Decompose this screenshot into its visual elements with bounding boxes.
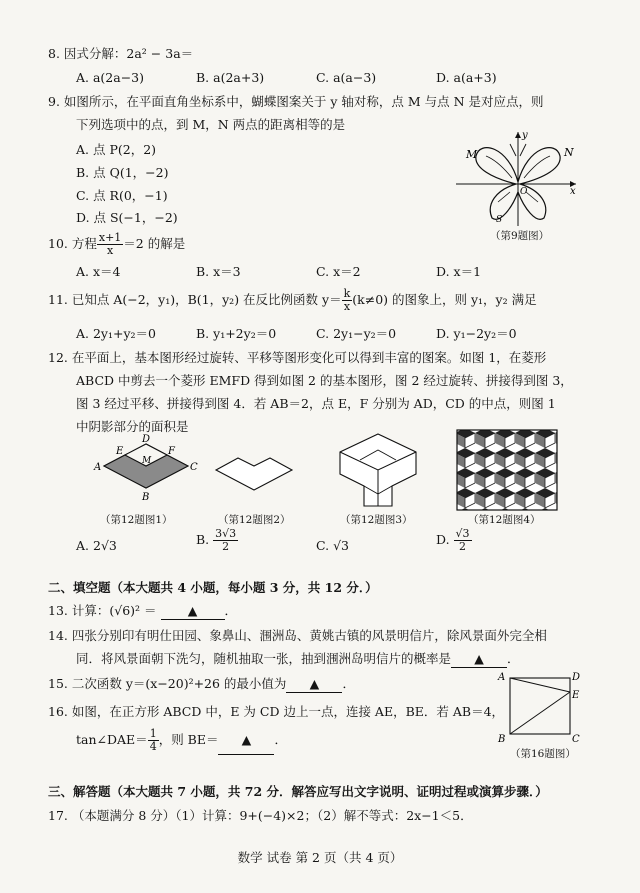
q11-pre: 11. 已知点 A(−2，y₁)，B(1，y₂) 在反比例函数 y＝: [48, 292, 342, 307]
q11-den: x: [343, 300, 351, 313]
q9-option-c: C. 点 R(0，−1): [76, 188, 168, 203]
fig1-label-d: D: [142, 434, 151, 445]
q12-caption4: （第12题图4）: [468, 514, 541, 526]
section3-heading: 三、解答题（本大题共 7 小题，共 72 分．解答应写出文字说明、证明过程或演算步骤．）: [48, 784, 548, 799]
q16-post: ，则 BE＝: [158, 732, 219, 747]
q12-line1: 12. 在平面上，基本图形经过旋转、平移等图形变化可以得到丰富的图案。如图 1，在菱形: [48, 350, 547, 365]
label-n: N: [564, 146, 574, 159]
q12-option-a-letter: A.: [76, 538, 90, 553]
q10-pre: 10. 方程: [48, 236, 97, 251]
q14-blank: ▲: [451, 651, 507, 668]
q9-caption: （第9题图）: [490, 230, 550, 242]
q8-option-c: C. a(a−3): [316, 70, 377, 85]
q12-option-d-fraction: [454, 528, 472, 553]
q12-option-b-den: 2: [222, 540, 230, 553]
q14-line2: [76, 651, 520, 668]
q16-pre: tan∠DAE＝: [76, 732, 148, 747]
fig1-label-a: A: [94, 462, 102, 473]
q14-line1: 14. 四张分别印有明仕田园、象鼻山、涠洲岛、黄姚古镇的风景明信片，除风景面外完全相: [48, 628, 547, 643]
fig1-label-b: B: [142, 492, 150, 503]
q12-option-d-letter: D.: [436, 532, 450, 547]
q12-option-c-value: √3: [333, 538, 349, 553]
q10-stem: [48, 230, 185, 258]
q16-blank: ▲: [218, 726, 274, 755]
q12-option-a: [76, 538, 117, 553]
q12-option-b-letter: B.: [196, 532, 210, 547]
label-y: y: [522, 130, 528, 141]
q10-post: ＝2 的解是: [123, 236, 186, 251]
q13-blank: ▲: [161, 603, 225, 620]
q9-option-d: D. 点 S(−1，−2): [76, 210, 178, 225]
q15: [48, 676, 355, 693]
q15-text: 15. 二次函数 y＝(x−20)²+26 的最小值为: [48, 676, 287, 691]
q13-text: 13. 计算：(√6)² ＝: [48, 603, 157, 618]
q10-option-a: A. x＝4: [76, 264, 121, 279]
q12-option-a-value: 2√3: [93, 538, 117, 553]
q12-option-b: [196, 528, 238, 553]
butterfly-figure: [452, 126, 582, 228]
q12-option-b-num: 3√3: [215, 527, 237, 540]
q8-option-b: B. a(2a+3): [196, 70, 265, 85]
q16-end: ．: [274, 732, 287, 747]
q16-num: 1: [149, 727, 157, 740]
q11-option-b: B. y₁+2y₂＝0: [196, 326, 277, 341]
q12-option-c-letter: C.: [316, 538, 330, 553]
label-o: O: [520, 187, 528, 197]
q11-option-a: A. 2y₁+y₂＝0: [76, 326, 156, 341]
q10-fraction: [97, 232, 123, 257]
q12-figure4: [455, 428, 559, 512]
q9-line1: 9. 如图所示，在平面直角坐标系中，蝴蝶图案关于 y 轴对称，点 M 与点 N 是对应点，则: [48, 94, 544, 109]
q11-num: k: [343, 287, 351, 300]
q14-line2-text: 同．将风景面朝下洗匀，随机抽取一张，抽到涠洲岛明信片的概率是: [76, 651, 452, 666]
q10-option-c: C. x＝2: [316, 264, 361, 279]
page-footer: 数学 试卷 第 2 页（共 4 页）: [237, 850, 403, 865]
section2-heading: 二、填空题（本大题共 4 小题，每小题 3 分，共 12 分．）: [48, 580, 378, 595]
fig1-label-e: E: [116, 446, 124, 457]
q15-end: ．: [342, 676, 355, 691]
q10-option-b: B. x＝3: [196, 264, 241, 279]
q12-option-d: [436, 528, 472, 553]
q12-line3: 图 3 经过平移、拼接得到图 4．若 AB＝2，点 E，F 分别为 AD，CD 的中点，则图 1: [76, 396, 556, 411]
q11-option-c: C. 2y₁−y₂＝0: [316, 326, 397, 341]
q13-end: ．: [224, 603, 238, 618]
q12-caption1: （第12题图1）: [100, 514, 173, 526]
fig1-label-f: F: [168, 446, 175, 457]
fig16-label-c: C: [572, 734, 580, 745]
q14-end: ．: [507, 651, 520, 666]
q12-line2: ABCD 中剪去一个菱形 EMFD 得到如图 2 的基本图形，图 2 经过旋转、拼接得到图 3，: [76, 373, 573, 388]
q12-option-b-fraction: [213, 528, 238, 553]
q9-option-a: A. 点 P(2，2): [76, 142, 157, 157]
label-s: S: [496, 215, 503, 225]
fig16-label-a: A: [498, 672, 506, 683]
q12-figure2: [208, 442, 300, 498]
q11-stem: [48, 286, 537, 314]
q9-line2: 下列选项中的点，到 M，N 两点的距离相等的是: [76, 117, 346, 132]
q11-post: (k≠0) 的图象上，则 y₁，y₂ 满足: [352, 292, 537, 307]
fig1-label-c: C: [190, 462, 198, 473]
q10-option-d: D. x＝1: [436, 264, 482, 279]
q16-fraction: [148, 728, 159, 753]
label-x: x: [570, 186, 576, 197]
q11-fraction: [342, 288, 353, 313]
q12-caption3: （第12题图3）: [340, 514, 413, 526]
q12-option-c: [316, 538, 349, 553]
q17: 17. （本题满分 8 分）（1）计算：9+(−4)×2；（2）解不等式：2x−1＜5．: [48, 808, 473, 823]
q8-option-a: A. a(2a−3): [76, 70, 145, 85]
q8-stem: 8. 因式分解：2a² − 3a＝: [48, 46, 194, 61]
q16-line1: 16. 如图，在正方形 ABCD 中，E 为 CD 边上一点，连接 AE，BE．若 AB＝4，: [48, 704, 505, 719]
q8-option-d: D. a(a+3): [436, 70, 497, 85]
q16-caption: （第16题图）: [510, 748, 576, 760]
label-m: M: [466, 148, 478, 161]
q15-blank: ▲: [286, 676, 342, 693]
q12-figure1: [92, 432, 196, 504]
q10-den: x: [106, 244, 114, 257]
q11-option-d: D. y₁−2y₂＝0: [436, 326, 517, 341]
q13: [48, 603, 237, 620]
q12-line4: 中阴影部分的面积是: [76, 419, 189, 434]
fig16-label-d: D: [572, 672, 581, 683]
q12-caption2: （第12题图2）: [218, 514, 291, 526]
q10-num: x+1: [98, 231, 122, 244]
q9-option-b: B. 点 Q(1，−2): [76, 165, 169, 180]
q16-line2: [76, 726, 287, 755]
q12-option-d-den: 2: [459, 540, 467, 553]
q12-figure3: [330, 430, 426, 510]
q16-den: 4: [149, 740, 157, 753]
q12-option-d-num: √3: [455, 527, 470, 540]
fig16-label-b: B: [498, 734, 506, 745]
fig1-label-m: M: [142, 456, 152, 466]
q16-figure: [490, 670, 582, 746]
fig16-label-e: E: [572, 690, 580, 701]
